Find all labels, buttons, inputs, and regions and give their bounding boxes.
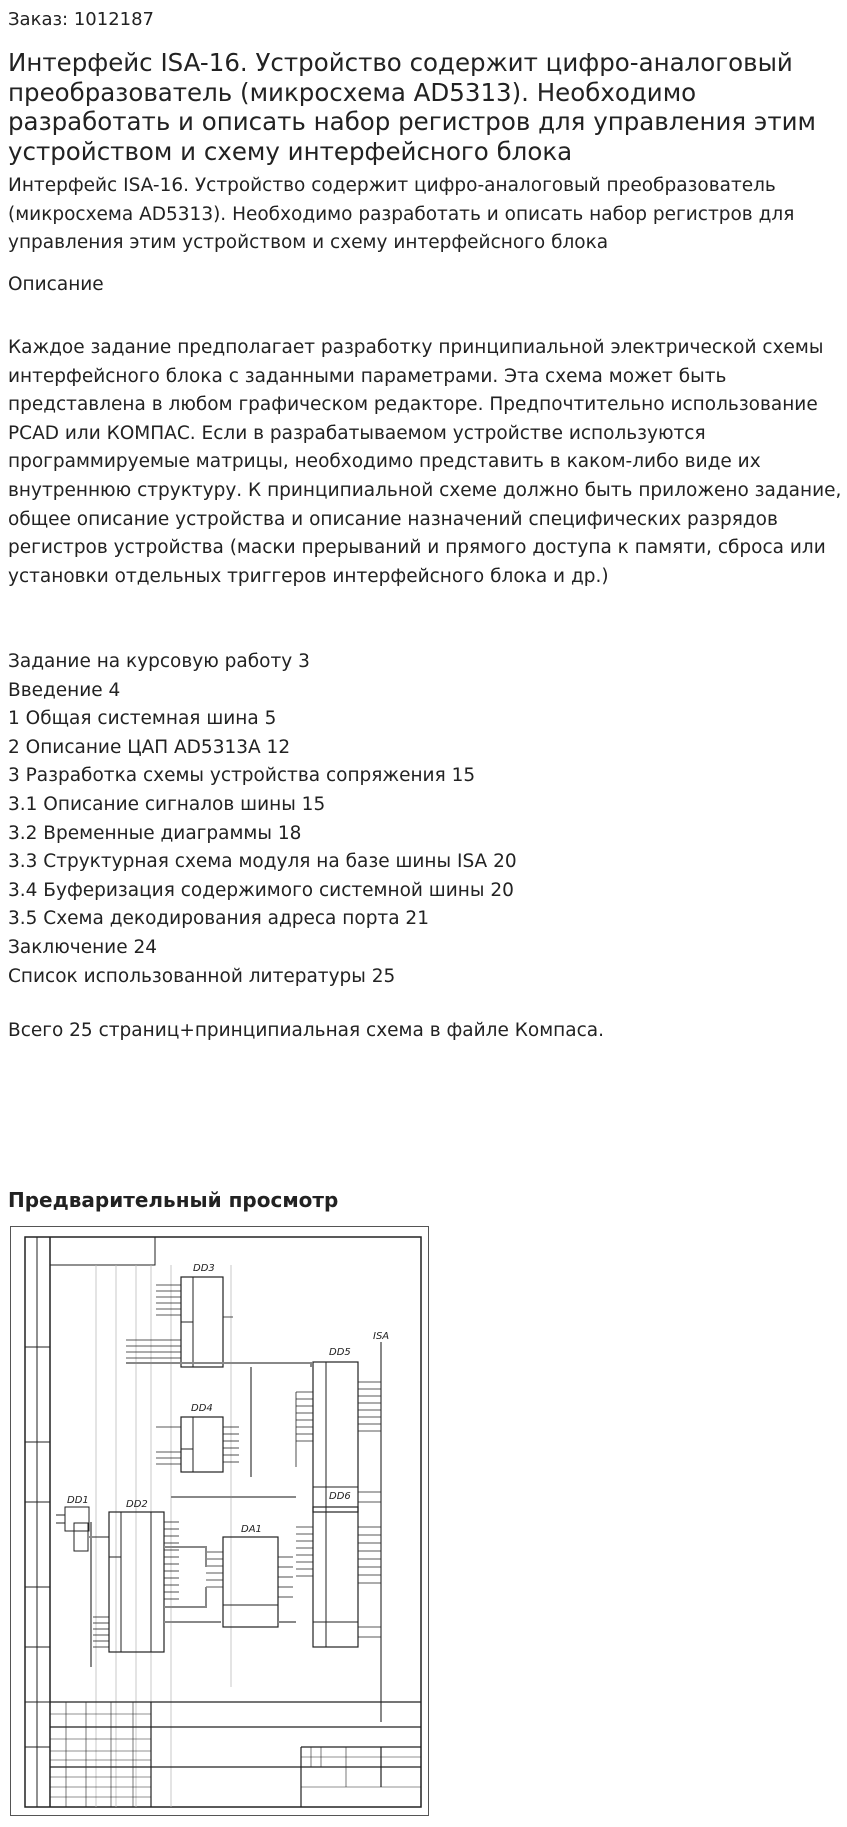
order-line <box>8 8 154 32</box>
order-number: 1012187 <box>73 9 155 30</box>
toc-item: 1 Общая системная шина 5 <box>8 708 277 730</box>
toc-item: 3.2 Временные диаграммы 18 <box>8 822 302 844</box>
toc-item: 3.3 Структурная схема модуля на базе шины ISA 20 <box>8 851 517 873</box>
label-dd5: DD5 <box>329 1347 351 1358</box>
toc-item: Введение 4 <box>8 679 121 701</box>
label-dd3: DD3 <box>193 1263 215 1274</box>
toc-item: 3 Разработка схемы устройства сопряжения 15 <box>8 765 476 787</box>
toc-item: 2 Описание ЦАП AD5313A 12 <box>8 736 291 758</box>
toc-item: 3.5 Схема декодирования адреса порта 21 <box>8 908 429 930</box>
toc-item: Список использованной литературы 25 <box>8 965 396 987</box>
label-dd6: DD6 <box>329 1491 351 1502</box>
page-title: Интерфейс ISA-16. Устройство содержит цифро-аналоговый преобразователь (микросхема AD5313). Необходимо разработать и описать набор регистров для управления этим устройством и схему интерфейсного блока <box>8 48 817 166</box>
schematic-drawing <box>11 1227 428 1815</box>
description <box>8 334 843 591</box>
label-da1: DA1 <box>241 1524 262 1535</box>
page-subtitle: Интерфейс ISA-16. Устройство содержит цифро-аналоговый преобразователь (микросхема AD5313). Необходимо разработать и описать набор регистров для управления этим устройством и схему интерфейсного блока <box>8 175 795 253</box>
toc-item: Заключение 24 <box>8 936 158 958</box>
description-part-2: внутреннюю структуру. К принципиальной схеме должно быть приложено задание, общее описание устройства и описание назначений специфических разрядов регистров устройства (маски прерываний и прямого доступа к памяти, сброса или установки отдельных триггеров интерфейсного блока и др.) <box>8 479 842 587</box>
schematic-preview <box>10 1226 429 1816</box>
label-dd4: DD4 <box>191 1403 213 1414</box>
toc-item: Задание на курсовую работу 3 <box>8 651 310 672</box>
toc-item: 3.1 Описание сигналов шины 15 <box>8 793 326 815</box>
description-part-1: Каждое задание предполагает разработку принципиальной электрической схемы интерфейсного блока с заданными параметрами. Эта схема может быть представлена в любом графическом редакторе. Предпочтительно использование PCAD или КОМПАС. Если в разрабатываемом устройстве используются программируемые матрицы, необходимо представить в каком-либо виде их <box>8 337 824 473</box>
preview-heading: Предварительный просмотр <box>8 1188 339 1212</box>
toc-item: 3.4 Буферизация содержимого системной шины 20 <box>8 879 514 901</box>
description-heading: Описание <box>8 274 104 295</box>
order-label: Заказ: <box>8 9 69 30</box>
page-count-note: Всего 25 страниц+принципиальная схема в файле Компаса. <box>8 1020 604 1041</box>
label-dd2: DD2 <box>126 1499 148 1510</box>
label-isa: ISA <box>373 1331 390 1342</box>
table-of-contents <box>8 648 838 991</box>
label-dd1: DD1 <box>67 1495 89 1506</box>
